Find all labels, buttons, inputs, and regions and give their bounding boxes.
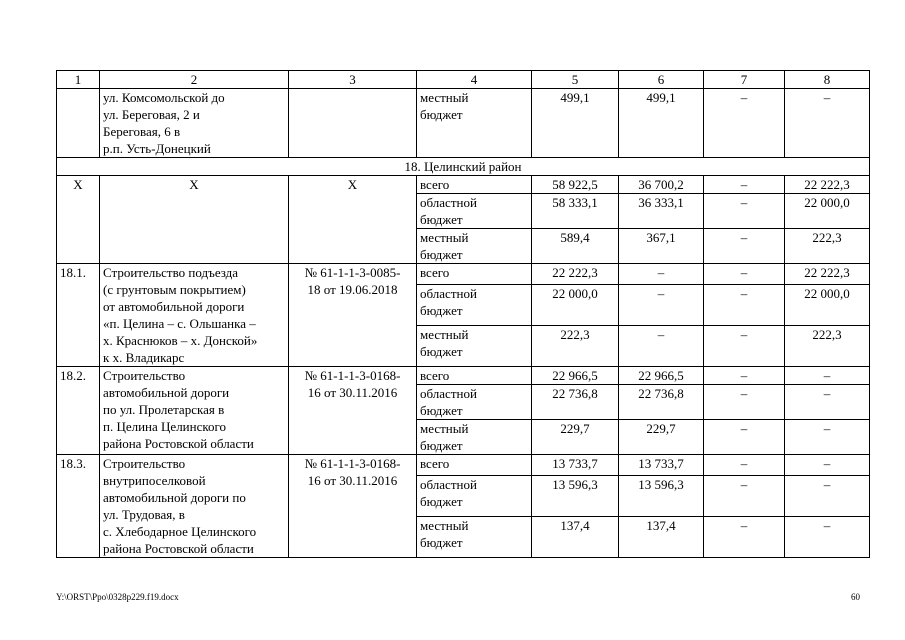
- funding-source-cell: местный бюджет: [417, 89, 532, 158]
- column-header-6: 6: [619, 71, 704, 89]
- value-cell: –: [704, 367, 785, 385]
- value-cell: 58 333,1: [532, 194, 619, 229]
- object-name-cell: Строительство подъезда (с грунтовым покрытием) от автомобильной дороги «п. Целина – с. Ольшанка – х. Краснюков – х. Донской» к х. Владикарс: [100, 264, 289, 367]
- value-cell: –: [704, 89, 785, 158]
- value-cell: –: [619, 264, 704, 285]
- column-header-1: 1: [57, 71, 100, 89]
- object-name-cell: ул. Комсомольской до ул. Береговая, 2 и Береговая, 6 в р.п. Усть-Донецкий: [100, 89, 289, 158]
- section-row: [57, 158, 870, 176]
- value-cell: 222,3: [785, 229, 870, 264]
- funding-source-cell: местный бюджет: [417, 229, 532, 264]
- value-cell: –: [704, 455, 785, 476]
- object-name-cell: Строительство автомобильной дороги по ул. Пролетарская в п. Целина Целинского района Ростовской области: [100, 367, 289, 455]
- value-cell: 22 736,8: [532, 385, 619, 420]
- value-cell: 58 922,5: [532, 176, 619, 194]
- table-row: [57, 367, 870, 385]
- column-header-7: 7: [704, 71, 785, 89]
- table-row: [57, 455, 870, 476]
- column-header-8: 8: [785, 71, 870, 89]
- value-cell: 22 966,5: [619, 367, 704, 385]
- value-cell: –: [704, 194, 785, 229]
- summary-x-cell: Х: [289, 176, 417, 264]
- column-header-5: 5: [532, 71, 619, 89]
- value-cell: –: [704, 476, 785, 517]
- value-cell: 22 000,0: [785, 194, 870, 229]
- value-cell: 22 000,0: [532, 285, 619, 326]
- funding-source-cell: местный бюджет: [417, 420, 532, 455]
- funding-source-cell: всего: [417, 367, 532, 385]
- value-cell: 499,1: [619, 89, 704, 158]
- funding-source-cell: областной бюджет: [417, 285, 532, 326]
- document-number-cell: № 61-1-1-3-0168- 16 от 30.11.2016: [289, 455, 417, 558]
- funding-source-cell: областной бюджет: [417, 385, 532, 420]
- value-cell: –: [704, 176, 785, 194]
- object-name-cell: Строительство внутрипоселковой автомобильной дороги по ул. Трудовая, в с. Хлебодарное Целинского района Ростовской области: [100, 455, 289, 558]
- document-number-cell: № 61-1-1-3-0168- 16 от 30.11.2016: [289, 367, 417, 455]
- value-cell: –: [704, 264, 785, 285]
- section-title: 18. Целинский район: [57, 158, 870, 176]
- footer-page-number: 60: [851, 592, 860, 602]
- value-cell: –: [785, 517, 870, 558]
- value-cell: –: [785, 385, 870, 420]
- item-number-cell: 18.3.: [57, 455, 100, 558]
- value-cell: 36 333,1: [619, 194, 704, 229]
- value-cell: 137,4: [532, 517, 619, 558]
- document-number-cell: № 61-1-1-3-0085- 18 от 19.06.2018: [289, 264, 417, 367]
- footer-file-path: Y:\ORST\Ppo\0328p229.f19.docx: [56, 592, 179, 602]
- funding-source-cell: всего: [417, 264, 532, 285]
- value-cell: 36 700,2: [619, 176, 704, 194]
- value-cell: 22 222,3: [785, 176, 870, 194]
- value-cell: 499,1: [532, 89, 619, 158]
- value-cell: –: [785, 89, 870, 158]
- value-cell: 13 596,3: [532, 476, 619, 517]
- value-cell: 22 222,3: [532, 264, 619, 285]
- summary-x-cell: Х: [57, 176, 100, 264]
- item-number-cell: 18.1.: [57, 264, 100, 367]
- funding-source-cell: областной бюджет: [417, 476, 532, 517]
- value-cell: 22 736,8: [619, 385, 704, 420]
- value-cell: 229,7: [532, 420, 619, 455]
- cell-empty: [57, 89, 100, 158]
- table-row: [57, 89, 870, 158]
- funding-source-cell: областной бюджет: [417, 194, 532, 229]
- value-cell: –: [785, 455, 870, 476]
- value-cell: 22 966,5: [532, 367, 619, 385]
- table-row: [57, 176, 870, 194]
- value-cell: 367,1: [619, 229, 704, 264]
- value-cell: 13 733,7: [532, 455, 619, 476]
- cell-empty: [289, 89, 417, 158]
- value-cell: –: [785, 367, 870, 385]
- summary-x-cell: Х: [100, 176, 289, 264]
- value-cell: 222,3: [785, 326, 870, 367]
- funding-source-cell: местный бюджет: [417, 326, 532, 367]
- budget-table: [56, 70, 870, 558]
- value-cell: 222,3: [532, 326, 619, 367]
- item-number-cell: 18.2.: [57, 367, 100, 455]
- value-cell: –: [704, 385, 785, 420]
- value-cell: –: [704, 229, 785, 264]
- value-cell: –: [619, 326, 704, 367]
- value-cell: –: [704, 517, 785, 558]
- value-cell: 137,4: [619, 517, 704, 558]
- value-cell: 13 733,7: [619, 455, 704, 476]
- value-cell: 229,7: [619, 420, 704, 455]
- funding-source-cell: всего: [417, 176, 532, 194]
- column-header-2: 2: [100, 71, 289, 89]
- header-row: [57, 71, 870, 89]
- value-cell: –: [704, 420, 785, 455]
- value-cell: –: [785, 476, 870, 517]
- column-header-4: 4: [417, 71, 532, 89]
- value-cell: –: [704, 285, 785, 326]
- value-cell: –: [785, 420, 870, 455]
- funding-source-cell: всего: [417, 455, 532, 476]
- table-row: [57, 264, 870, 285]
- value-cell: –: [619, 285, 704, 326]
- funding-source-cell: местный бюджет: [417, 517, 532, 558]
- value-cell: 13 596,3: [619, 476, 704, 517]
- value-cell: 589,4: [532, 229, 619, 264]
- value-cell: 22 222,3: [785, 264, 870, 285]
- value-cell: 22 000,0: [785, 285, 870, 326]
- value-cell: –: [704, 326, 785, 367]
- column-header-3: 3: [289, 71, 417, 89]
